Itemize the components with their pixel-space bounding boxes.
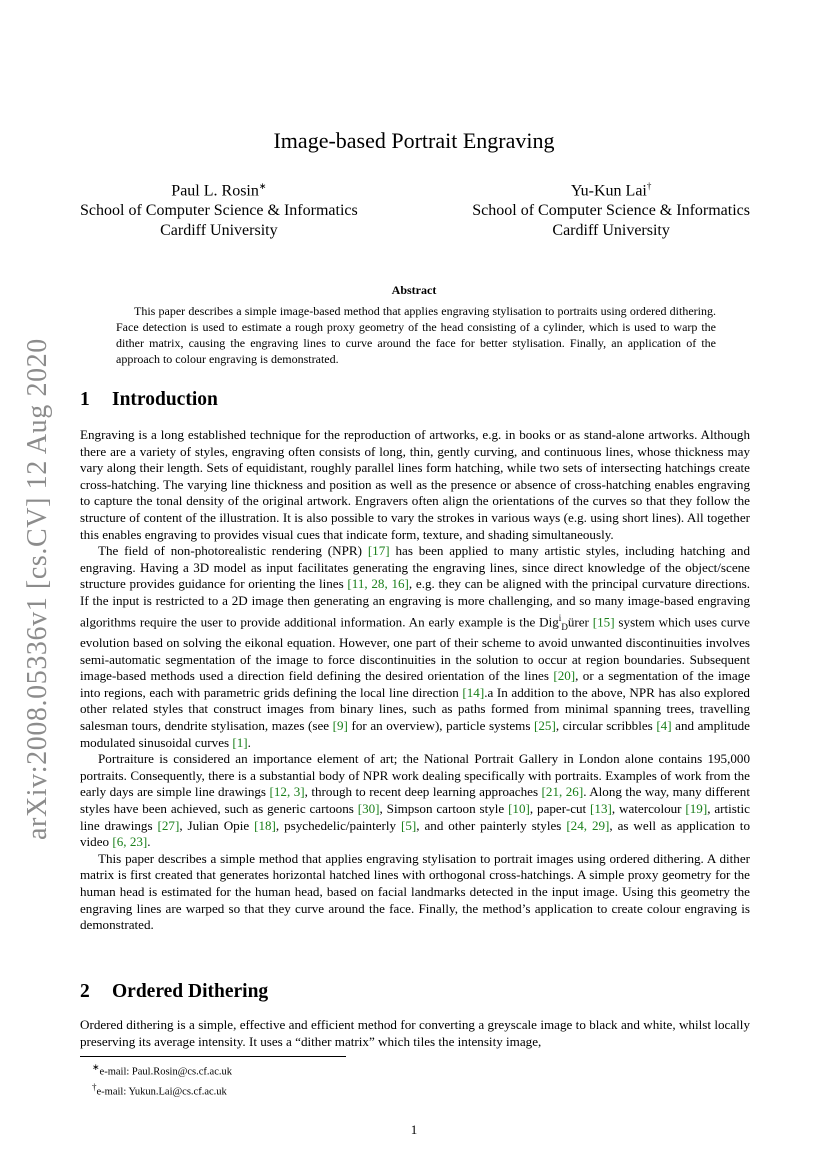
footnotes [92, 1060, 232, 1099]
citation-link[interactable]: [19] [685, 801, 708, 817]
author-lai [472, 176, 750, 241]
footnote-rule [80, 1056, 346, 1057]
citation-link[interactable]: [10] [508, 801, 530, 817]
author-institution: Cardiff University [552, 222, 670, 240]
citation-link[interactable]: [21, 26] [541, 784, 584, 800]
author-block [80, 176, 750, 241]
footnote-item: ∗e-mail: Paul.Rosin@cs.cf.ac.uk [92, 1062, 232, 1078]
citation-link[interactable]: [27] [157, 817, 180, 833]
dithering-paragraph-1: Ordered dithering is a simple, effective and efficient method for converting a greyscale image to black and white, whilst locally preserving its average intensity. It uses a “dither matrix” which tiles the intensity image, [80, 1017, 750, 1049]
citation-link[interactable]: [5] [401, 817, 417, 833]
section-number: 2 [80, 981, 90, 1002]
section-number: 1 [80, 389, 90, 410]
abstract-heading: Abstract [391, 283, 437, 297]
section-title: Ordered Dithering [112, 981, 269, 1002]
ordered-dithering-body [80, 1017, 750, 1050]
arxiv-identifier: arXiv:2008.05336v1 [cs.CV] 12 Aug 2020 [22, 338, 53, 840]
citation-link[interactable]: [13] [590, 801, 612, 817]
citation-link[interactable]: [6, 23] [112, 834, 148, 850]
citation-link[interactable]: [30] [357, 801, 380, 817]
author-affiliation: School of Computer Science & Informatics [472, 202, 750, 220]
section-heading-introduction [80, 389, 218, 411]
footnote-item: †e-mail: Yukun.Lai@cs.cf.ac.uk [92, 1081, 227, 1097]
citation-link[interactable]: [14] [462, 684, 485, 700]
citation-link[interactable]: [24, 29] [566, 817, 610, 833]
citation-link[interactable]: [11, 28, 16] [347, 576, 409, 592]
citation-link[interactable]: [4] [656, 718, 672, 734]
author-name: Paul L. Rosin [171, 182, 259, 200]
footnote-mark: ∗ [258, 181, 267, 191]
paper-title: Image-based Portrait Engraving [273, 128, 555, 153]
citation-link[interactable]: [1] [232, 734, 248, 750]
citation-link[interactable]: [9] [332, 718, 348, 734]
footnote-mark: † [646, 181, 652, 191]
citation-link[interactable]: [15] [592, 613, 615, 629]
intro-paragraph-1: Engraving is a long established technique for the reproduction of artworks, e.g. in books or as stand-alone artworks. Although there are a variety of styles, engraving often consists of long, thin, gently curving, and continuous lines, whose thickness may vary along their length. Sets of equidistant, roughly parallel lines form hatching, while two sets of intersecting hatchings create cross-hatching. The varying line thickness and position as well as the presence or absence of cross-hatching enables engraving to capture the tonal density of the original artwork. Engravers often align the orientations of the curves so that they follow the structure of content of the illustration. It is also possible to vary the strokes in various ways (e.g. using short lines). All together this enables engraving to provides visual cues that indicate form, texture, and shading simultaneously. [80, 427, 750, 542]
citation-link[interactable]: [12, 3] [269, 784, 305, 800]
page-number: 1 [410, 1122, 418, 1137]
abstract-text: This paper describes a simple image-based method that applies engraving stylisation to portraits using ordered dithering. Face detection is used to estimate a rough proxy geometry of the head consisting of a cylinder, which is used to warp the dither matrix, causing the engraving lines to curve around the face for better stylisation. Finally, an application of the approach to colour engraving is demonstrated. [116, 304, 716, 366]
citation-link[interactable]: [20] [553, 668, 576, 684]
section-heading-ordered-dithering [80, 981, 268, 1003]
author-affiliation: School of Computer Science & Informatics [80, 202, 358, 220]
introduction-body [80, 427, 750, 934]
author-name: Yu-Kun Lai [570, 182, 647, 200]
intro-paragraph-2: The field of non-photorealistic rendering (NPR) [17] has been applied to many artistic styles, including hatching and engraving. Having a 3D model as input facilitates generating the engraving lines, since direct knowledge of the object/scene structure provides guidance for orienting the lines [11, 28, 16], e.g. they can be aligned with the principal curvature directions. If the input is restricted to a 2D image then generating an engraving is more challenging, and so many image-based engraving algorithms require the user to provide additional information. An early example is the Dig$^i_D$ürer [15] system which uses curve evolution based on solving the eikonal equation. However, one part of their scheme to avoid unwanted discontinuities involves semi-automatic segmentation of the image to force discontinuities in the solution to occur at region boundaries. Subsequent image-based methods used a direction field defining the desired orientation of the lines [20], or a segmentation of the image into regions, each with parametric grids defining the local line direction [14].a In addition to the above, NPR has also explored other related styles that construct images from binary lines, such as paths formed from minimal spanning trees, travelling salesman tours, dendrite stylisation, mazes (see [9] for an overview), particle systems [25], circular scribbles [4] and amplitude modulated sinusoidal curves [1]. [80, 543, 751, 750]
author-institution: Cardiff University [160, 222, 278, 240]
author-rosin [80, 176, 358, 241]
intro-paragraph-3: Portraiture is considered an importance element of art; the National Portrait Gallery in London alone contains 195,000 portraits. Consequently, there is a substantial body of NPR work dealing specifically with portraits. Examples of work from the early days are simple line drawings [12, 3], through to recent deep learning approaches [21, 26]. Along the way, many different styles have been achieved, such as generic cartoons [30], Simpson cartoon style [10], paper-cut [13], watercolour [19], artistic line drawings [27], Julian Opie [18], psychedelic/painterly [5], and other painterly styles [24, 29], as well as application to video [6, 23]. [80, 751, 750, 850]
intro-paragraph-4: This paper describes a simple method that applies engraving stylisation to portrait images using ordered dithering. A dither matrix is first created that generates horizontal hatched lines with orthogonal cross-hatchings. A simple proxy geometry for the human head is estimated for the human head, based on facial landmarks detected in the input image. Using this geometry the engraving lines are warped so that they curve around the face. Finally, the method’s application to create colour engraving is demonstrated. [80, 850, 750, 933]
citation-link[interactable]: [18] [254, 817, 276, 833]
section-title: Introduction [112, 389, 218, 410]
citation-link[interactable]: [17] [367, 543, 390, 559]
citation-link[interactable]: [25] [534, 718, 556, 734]
